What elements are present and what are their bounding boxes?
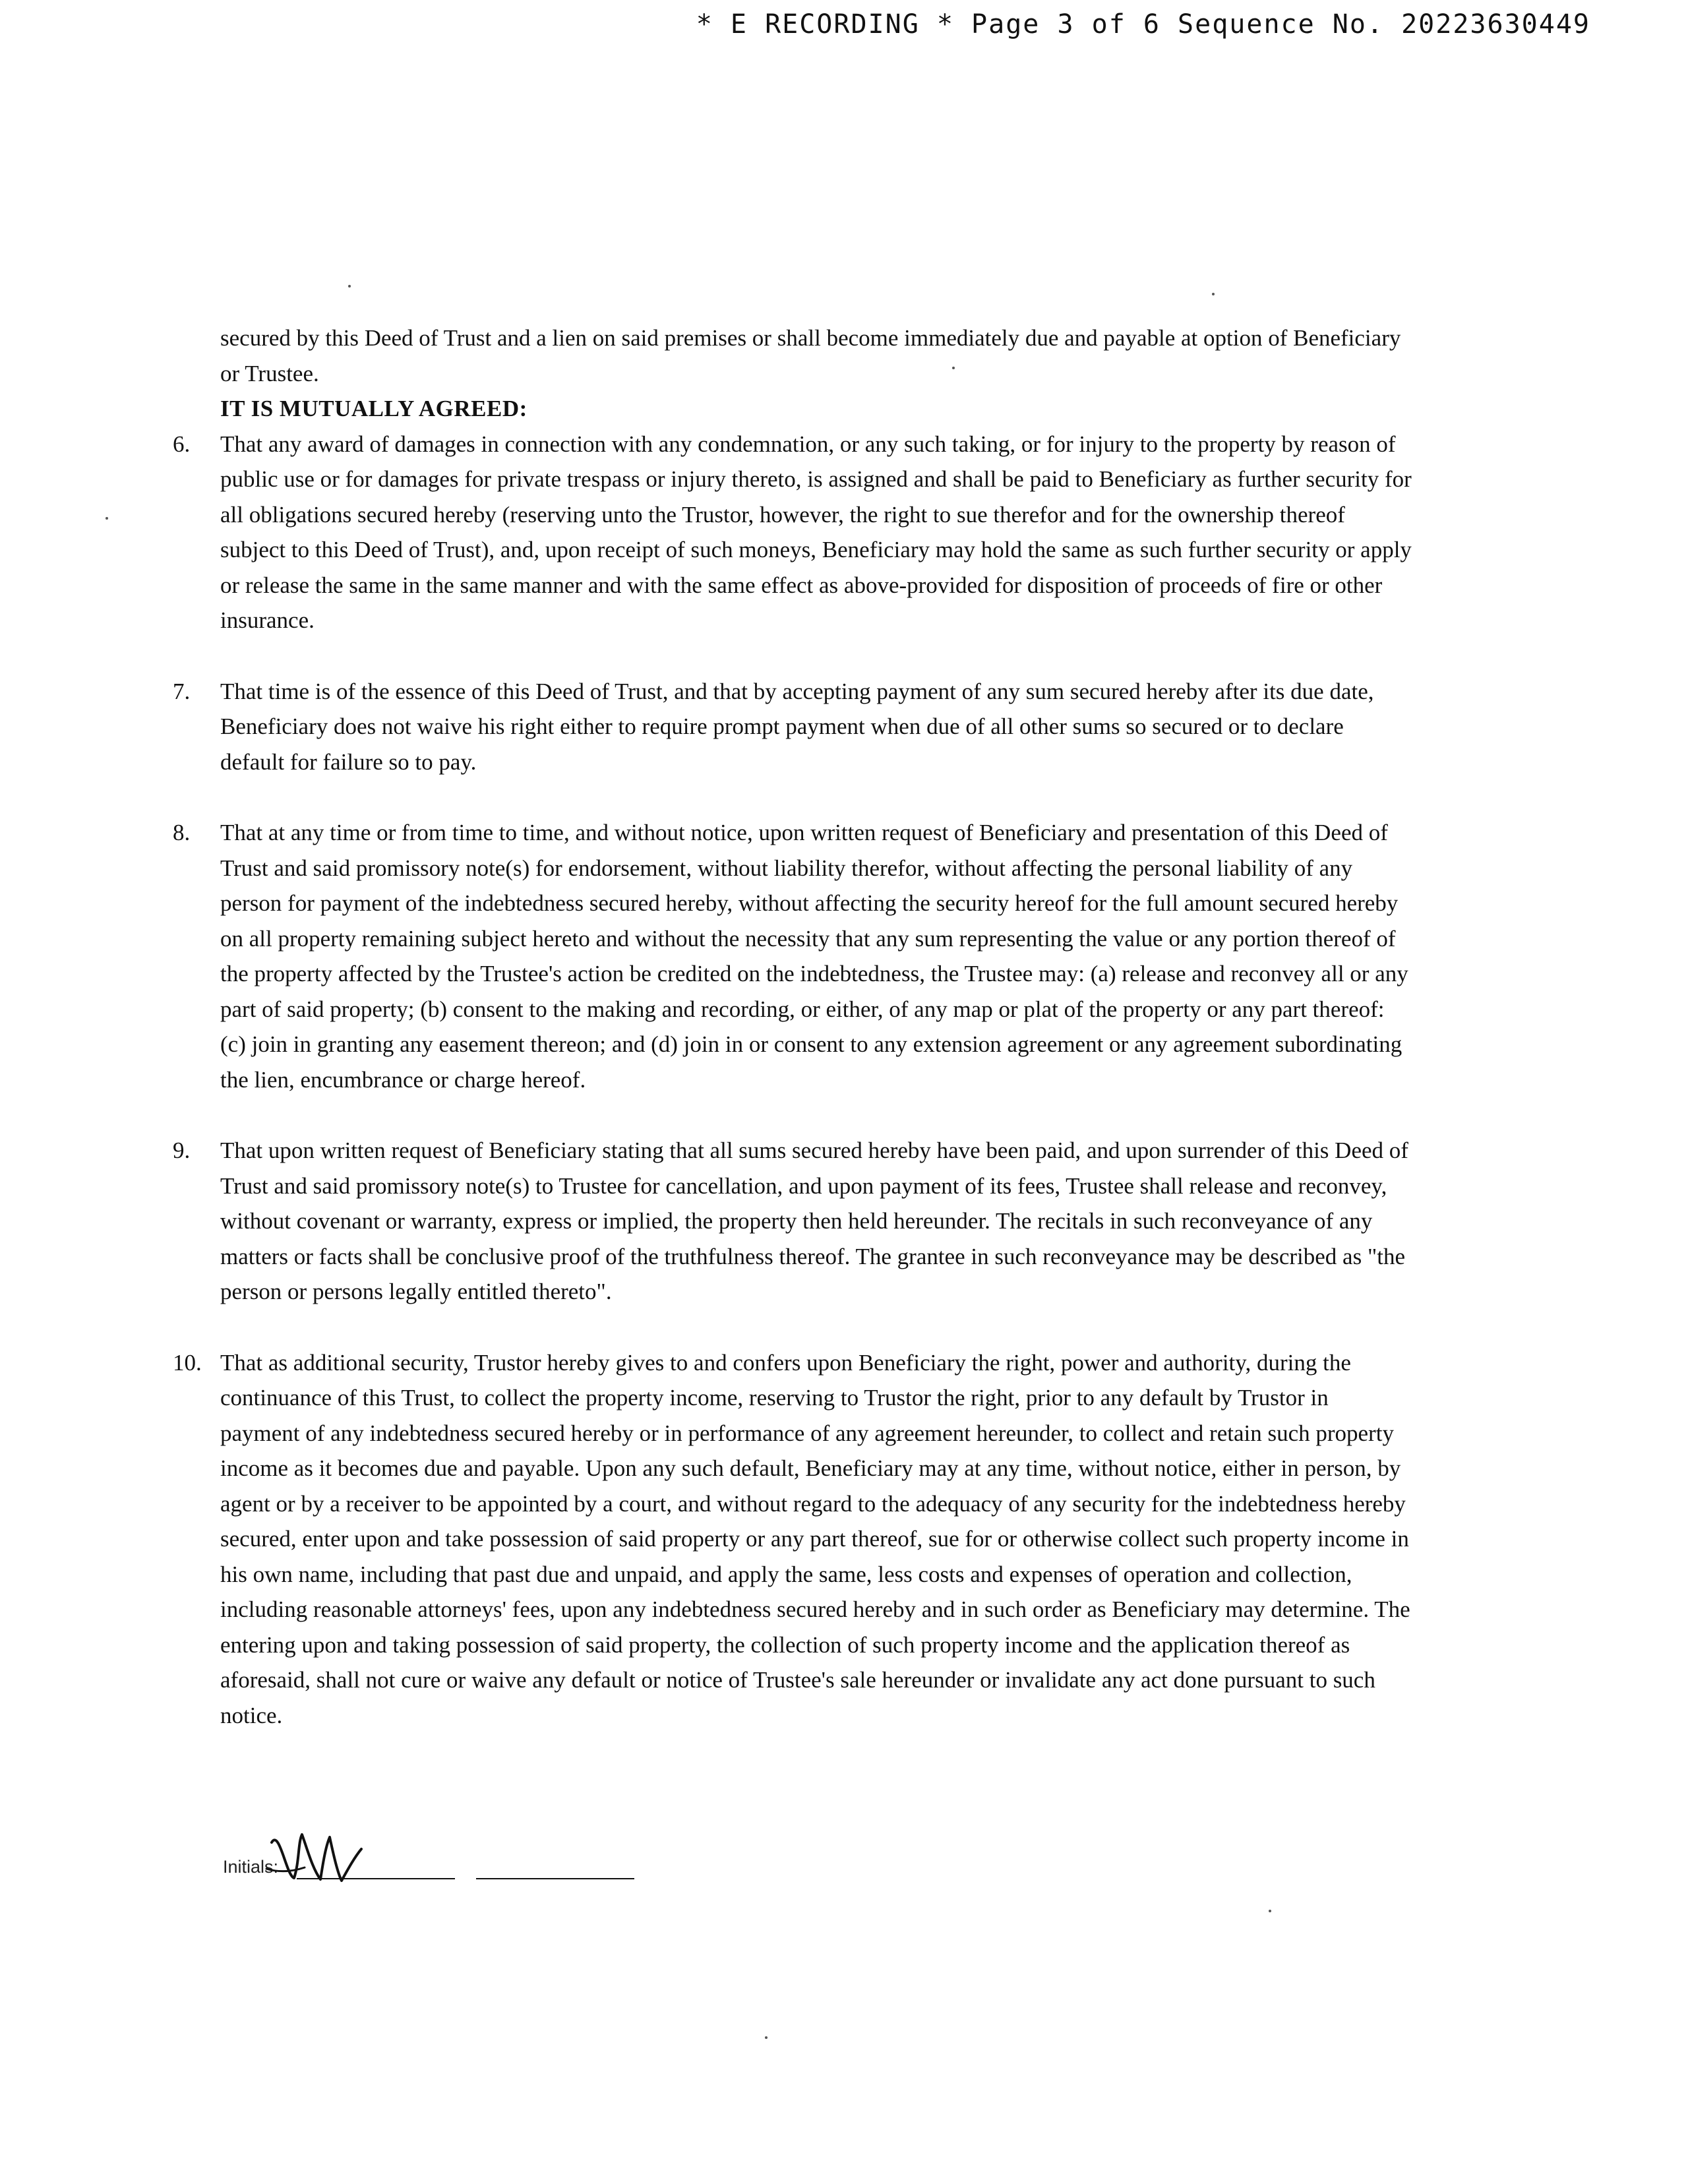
clause-8 — [173, 815, 1412, 1097]
initials-block — [223, 1835, 658, 1894]
clause-6 — [173, 427, 1412, 638]
initials-line — [476, 1878, 634, 1879]
clause-9 — [173, 1133, 1412, 1310]
handwritten-initials-signature — [260, 1823, 365, 1889]
clause-number: 10. — [173, 1349, 202, 1376]
scan-speck — [106, 517, 108, 520]
clause-text: That as additional security, Trustor hereby gives to and confers upon Beneficiary the right, power and authority, during the continuance of this Trust, to collect the property income, reserving to Trustor the right, prior to any default by Trustor in payment of any indebtedness secured hereby or in performance of any agreement hereunder, to collect and retain such property income as it becomes due and payable. Upon any such default, Beneficiary may at any time, without notice, either in person, by agent or by a receiver to be appointed by a court, and without regard to the adequacy of any security for the indebtedness hereby secured, enter upon and take possession of said property or any part thereof, sue for or otherwise collect such property income in his own name, including that past due and unpaid, and apply the same, less costs and expenses of operation and collection, including reasonable attorneys' fees, upon any indebtedness secured hereby and in such order as Beneficiary may determine. The entering upon and taking possession of said property, the collection of such property income and the application thereof as aforesaid, shall not cure or waive any default or notice of Trustee's sale hereunder or invalidate any act done pursuant to such notice. — [220, 1349, 1410, 1728]
clause-10 — [173, 1345, 1412, 1734]
section-heading: IT IS MUTUALLY AGREED: — [220, 396, 528, 421]
clause-text: That time is of the essence of this Deed of Trust, and that by accepting payment of any sum secured hereby after its due date, Beneficiary does not waive his right either to require prompt payment when due of all other sums so secured or to declare default for failure so to pay. — [220, 678, 1374, 775]
document-body — [173, 320, 1412, 1733]
clause-7 — [173, 674, 1412, 780]
recording-stamp: * E RECORDING * Page 3 of 6 Sequence No. 20223630449 — [696, 9, 1590, 40]
clause-text: That upon written request of Beneficiary stating that all sums secured hereby have been paid, and upon surrender of this Deed of Trust and said promissory note(s) to Trustee for cancellation, and upon payment of its fees, Trustee shall release and reconvey, without covenant or warranty, express or implied, the property then held hereunder. The recitals in such reconveyance of any matters or facts shall be conclusive proof of the truthfulness thereof. The grantee in such reconveyance may be described as "the person or persons legally entitled thereto". — [220, 1138, 1408, 1304]
continuation-paragraph: secured by this Deed of Trust and a lien on said premises or shall become immediately due and payable at option of Beneficiary or Trustee. — [220, 325, 1401, 386]
clause-number: 8. — [173, 820, 191, 845]
scan-speck — [1269, 1910, 1271, 1912]
scan-speck — [348, 285, 351, 288]
scan-speck — [1212, 293, 1215, 295]
clause-number: 6. — [173, 431, 191, 457]
clause-number: 9. — [173, 1138, 191, 1163]
initials-label: Initials: — [223, 1857, 279, 1877]
clause-text: That any award of damages in connection with any condemnation, or any such taking, or for injury to the property by reason of public use or for damages for private trespass or injury thereto, is assigned and shall be paid to Beneficiary as further security for all obligations secured hereby (reserving unto the Trustor, however, the right to sue therefor and for the ownership thereof subject to this Deed of Trust), and, upon receipt of such moneys, Beneficiary may hold the same as such further security or apply or release the same in the same manner and with the same effect as above-provided for disposition of proceeds of fire or other insurance. — [220, 431, 1412, 633]
clause-number: 7. — [173, 678, 191, 704]
clause-text: That at any time or from time to time, and without notice, upon written request of Beneficiary and presentation of this Deed of Trust and said promissory note(s) for endorsement, without liability therefor, without affecting the personal liability of any person for payment of the indebtedness secured hereby, without affecting the security hereof for the full amount secured hereby on all property remaining subject hereto and without the necessity that any sum representing the value or any portion thereof of the property affected by the Trustee's action be credited on the indebtedness, the Trustee may: (a) release and reconvey all or any part of said property; (b) consent to the making and recording, or either, of any map or plat of the property or any part thereof: (c) join in granting any easement thereon; and (d) join in or consent to any extension agreement or any agreement subordinating the lien, encumbrance or charge hereof. — [220, 820, 1408, 1093]
scan-speck — [765, 2036, 768, 2039]
